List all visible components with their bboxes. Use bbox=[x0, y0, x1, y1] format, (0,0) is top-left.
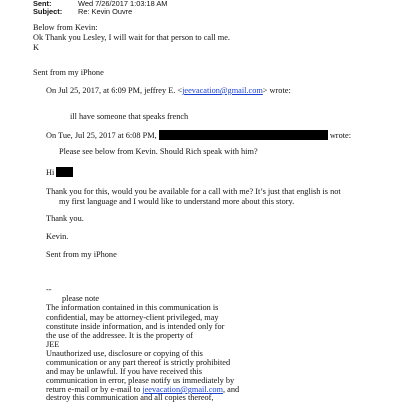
sent-value: Wed 7/26/2017 1:03:18 AM bbox=[78, 0, 168, 8]
footer-line-3: constitute inside information, and is intended only for bbox=[46, 322, 225, 331]
sent-label: Sent: bbox=[33, 0, 52, 8]
quote-header-date: On Tue, Jul 25, 2017 at 6:08 PM, bbox=[46, 131, 157, 140]
body-line-first-language: my first language and I would like to understand more about this story. bbox=[59, 197, 295, 206]
subject-value: Re: Kevin Ouvre bbox=[78, 7, 133, 16]
body-line-kevin: Kevin. bbox=[46, 232, 69, 241]
quote-header-prefix: On Jul 25, 2017, at 6:09 PM, jeffrey E. < bbox=[46, 86, 183, 95]
footer-line-8: and may be unlawful. If you have received this bbox=[46, 367, 202, 376]
footer-line-1: The information contained in this communication is bbox=[46, 303, 219, 312]
footer-line-9: communication in error, please notify us immediately by bbox=[46, 376, 235, 385]
body-line-thank-you: Thank you. bbox=[46, 214, 84, 223]
quote-header-jeffrey bbox=[46, 86, 291, 96]
greeting-line bbox=[46, 167, 73, 178]
quote-header-suffix: > wrote: bbox=[262, 86, 291, 95]
body-line-ok-thank-you: Ok Thank you Lesley, I will wait for that person to call me. bbox=[33, 33, 231, 42]
signature-separator: -- bbox=[46, 285, 52, 294]
quote-header-wrote: wrote: bbox=[329, 131, 352, 140]
email-link[interactable]: jeevacation@gmail.com bbox=[182, 86, 263, 95]
footer-line-4: the use of the addressee. It is the property of bbox=[46, 331, 193, 340]
footer-please-note: please note bbox=[62, 294, 100, 303]
footer-and: , and bbox=[222, 385, 240, 394]
quote-header-redacted bbox=[46, 130, 351, 141]
body-line-sent-from-iphone-2: Sent from my iPhone bbox=[46, 250, 117, 259]
body-line-french: ill have someone that speaks french bbox=[70, 112, 189, 121]
body-line-thank-you-for-this: Thank you for this, would you be available for a call with me? It’s just that english is not bbox=[46, 187, 341, 196]
footer-line-2: confidential, may be attorney-client privileged, may bbox=[46, 313, 219, 322]
redaction-bar-name bbox=[56, 167, 73, 177]
footer-line-11: destroy this communication and all copies thereof, bbox=[46, 393, 214, 402]
body-line-below-from-kevin: Below from Kevin: bbox=[33, 23, 98, 32]
body-line-k: K bbox=[33, 43, 39, 52]
footer-return-email: return e-mail or by e-mail to bbox=[46, 385, 141, 394]
redaction-bar bbox=[159, 130, 328, 140]
body-line-please-see-below: Please see below from Kevin. Should Rich speak with him? bbox=[59, 147, 258, 156]
footer-email-link[interactable]: jeevacation@gmail.com bbox=[142, 385, 223, 394]
footer-line-5: JEE bbox=[46, 340, 60, 349]
subject-label: Subject: bbox=[33, 7, 63, 16]
body-line-sent-from-iphone: Sent from my iPhone bbox=[33, 68, 104, 77]
footer-line-7: communication or any part thereof is strictly prohibited bbox=[46, 358, 231, 367]
footer-line-6: Unauthorized use, disclosure or copying of this bbox=[46, 349, 203, 358]
greeting-hi: Hi bbox=[46, 168, 55, 177]
